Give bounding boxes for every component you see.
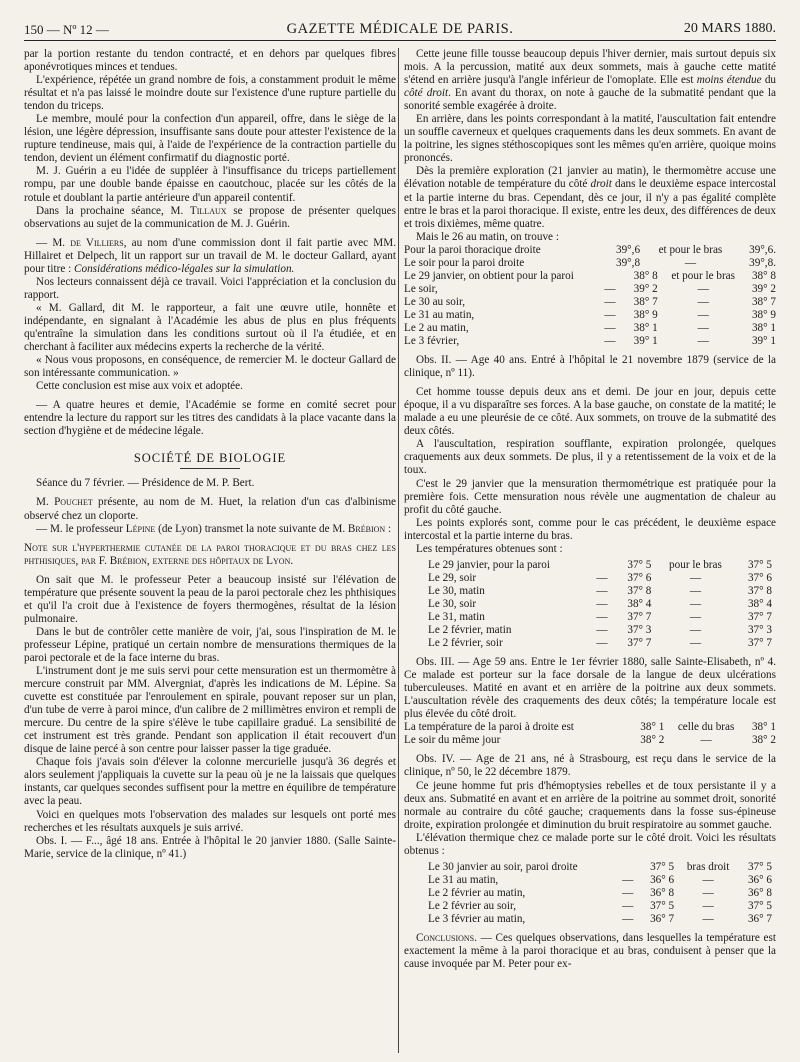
paragraph: Conclusions. — Ces quelques observations, dans lesquelles la température est exactement la même à la paroi thoracique et au bras, conduisent à penser que la cause invoquée par M. Peter pour ex- [404,932,776,971]
paragraph: Dans le but de contrôler cette manière de voir, j'ai, sous l'inspiration de M. le professeur Lépine, pratiqué un certain nombre de mensurations thermiques de la paroi pectorale et de la face interne du bras. [24,625,396,664]
journal-title: GAZETTE MÉDICALE DE PARIS. [286,21,514,37]
table-row: Le 2 février, soir — 37° 7 — 37° 7 [428,637,772,650]
table-row: Pour la paroi thoracique droite 39°,6 et pour le bras 39°,6. [404,243,776,256]
table-row: Le 30, soir — 38° 4 — 38° 4 [428,597,772,610]
table-row: Le 2 au matin, — 38° 1 — 38° 1 [404,321,776,334]
paragraph: M. Pouchet présente, au nom de M. Huet, la relation d'un cas d'albinisme observé chez un cloporte. [24,496,396,522]
observation-heading: Obs. I. — F..., âgé 18 ans. Entrée à l'hôpital le 20 janvier 1880. (Salle Sainte-Marie, service de la clinique, nº 41.) [24,834,396,860]
table-row: Le 30 au soir, — 38° 7 — 38° 7 [404,295,776,308]
table-row: Le 31 au matin, — 38° 9 — 38° 9 [404,308,776,321]
table-row: Le 3 février, — 39° 1 — 39° 1 [404,335,776,348]
paragraph: Cette conclusion est mise aux voix et adoptée. [36,380,243,393]
person-name: Brébion [347,522,386,535]
paragraph: Voici en quelques mots l'observation des malades sur lesquels ont porté mes recherches et les résultats auxquels je suis arrivé. [24,808,396,834]
paragraph: Mais le 26 au matin, on trouve : [416,230,559,243]
paragraph: « M. Gallard, dit M. le rapporteur, a fait une œuvre utile, honnête et indépendante, en signalant à l'Académie les abus de plus en plus fréquents qu'entraîne la simulation dans les conditions surtout où il l'a étudiée, et en cherchant à faciliter aux médecins experts la recherche de la vérité. [24,301,396,354]
page-number: 150 — Nº 12 — [24,22,109,37]
table-row: Le soir pour la paroi droite 39°,8 — 39°,8. [404,256,776,269]
paragraph: Cette jeune fille tousse beaucoup depuis l'hiver dernier, mais surtout depuis six mois. A la percussion, matité aux deux sommets, mais à gauche cette matité s'étend en arrière jusqu'à l'angle inférieur de l'omoplate. Elle est moins étendue du côté droit. En avant du thorax, on note à gauche de la submatité pendant que la sonorité semble exagérée à droite. [404,48,776,113]
paragraph: On sait que M. le professeur Peter a beaucoup insisté sur l'élévation de température que présente souvent la peau de la paroi pectorale chez les phthisiques et qu'il l'a croit due à l'existence de foyers thermogènes, résultat de la lésion pulmonaire. [24,573,396,625]
paragraph: M. J. Guérin a eu l'idée de suppléer à l'insuffisance du triceps partiellement rompu, par une double bande épaisse en caoutchouc, placée sur les côtés de la rotule et doublant la partie antérieure d'un appareil contentif. [24,165,396,204]
table-row: Le 2 février au soir, — 37° 5 — 37° 5 [428,899,772,912]
paragraph: En arrière, dans les points correspondant à la matité, l'auscultation fait entendre un souffle caverneux et quelques craquements dans les deux sommets. En avant de la poitrine, les signes stéthoscopiques sont les mêmes qu'en arrière, quoique moins prononcés. [404,113,776,165]
person-name: Tillaux [189,204,227,217]
right-column [404,48,776,1053]
page-header [24,18,776,41]
table-row: Le 31, matin — 37° 7 — 37° 7 [428,610,772,623]
paragraph: Cet homme tousse depuis deux ans et demi. De jour en jour, depuis cette époque, il a vu disparaître ses forces. A la base gauche, on constate de la matité; le malade a eu une pleurésie de ce côté. Aux sommets, on trouve de la submatité des deux côtés. [404,386,776,438]
table-row: Le 2 février au matin, — 36° 8 — 36° 8 [428,886,772,899]
person-name: de Villiers [70,236,124,249]
table-row: Le 29, soir — 37° 6 — 37° 6 [428,571,772,584]
paragraph: « Nous vous proposons, en conséquence, de remercier M. le docteur Gallard de son intéressante communication. » [24,354,396,380]
paragraph: Dans la prochaine séance, M. Tillaux se propose de présenter quelques observations au sujet de la communication de M. J. Guérin. [24,204,396,230]
person-name: Pouchet [54,496,93,509]
temperature-table [404,721,776,747]
paragraph: L'expérience, répétée un grand nombre de fois, a constamment produit le même résultat et n'a pas laissé le moindre doute sur l'existence d'une rupture partielle du tendon du triceps. [24,74,396,113]
paragraph: Chaque fois j'avais soin d'élever la colonne mercurielle jusqu'à 36 degrés et alors seulement j'appliquais la cuvette sur la peau où je ne la laissais que quelques instants, car quelques secondes suffisent pour la mettre en équilibre de température avec la peau. [24,756,396,808]
table-row: Le 2 février, matin — 37° 3 — 37° 3 [428,624,772,637]
left-column [24,48,396,1053]
paragraph: Les points explorés sont, comme pour le cas précédent, le deuxième espace intercostal et la partie interne du bras. [404,516,776,542]
section-rule [180,468,240,469]
observation-heading: Obs. II. — Age 40 ans. Entré à l'hôpital le 21 novembre 1879 (service de la clinique, nº 11). [404,354,776,380]
paragraph: Nos lecteurs connaissent déjà ce travail. Voici l'appréciation et la conclusion du rapport. [24,275,396,301]
observation-heading: Obs. IV. — Age de 21 ans, né à Strasbourg, est reçu dans le service de la clinique, nº 50, le 22 décembre 1879. [404,753,776,779]
temperature-table [404,244,776,270]
temperature-table [404,270,776,348]
paragraph: Ce jeune homme fut pris d'hémoptysies rebelles et de toux persistante il y a deux ans. Submatité en avant et en arrière de la poitrine au sommet droit, sonorité normale au contraire du côté gauche; craquements dans la fosse sus-épineuse droite, expiration prolongée et diminution du bruit respiratoire au sommet gauche. [404,779,776,831]
person-name: Lépine [125,522,156,535]
temperature-table [428,559,772,650]
paragraph: Le membre, moulé pour la confection d'un appareil, offre, dans le siège de la lésion, une légère dépression, insuffisante sans doute pour attester l'existence de la rupture tendineuse, mais qui, à l'aide de l'expérience de la contraction partielle du tendon, devient un élément confirmatif du diagnostic porté. [24,113,396,165]
paragraph: — M. le professeur Lépine (de Lyon) transmet la note suivante de M. Brébion : [36,522,392,535]
paragraph: Les températures obtenues sont : [416,542,563,555]
paragraph: L'instrument dont je me suis servi pour cette mensuration est un thermomètre à mercure construit par MM. Alvergniat, d'après les indications de M. Lépine. Sa cuvette est constituée par l'enroulement en spirale, pouvant reposer sur un plan, d'un tube de verre à paroi mince, d'un calibre de 2 millimètres environ et rempli de mercure. Du centre de la spire s'élève le tube capillaire gradué. La sensibilité de cet instrument est très grande. Pendant son application il était recouvert d'un disque de laine percé à son centre pour laisser passer la tige graduée. [24,665,396,756]
paragraph: Dès la première exploration (21 janvier au matin), le thermomètre accuse une élévation notable de température du côté droit dans le deuxième espace intercostal et la partie interne du bras. Cependant, dès ce jour, il n'y a pas égalité complète entre le bras et la paroi thoracique. Il existe, entre les deux, des différences de deux et trois dixièmes, même quatre. [404,165,776,230]
paragraph: — M. de Villiers, au nom d'une commission dont il fait partie avec MM. Hillairet et Delpech, lit un rapport sur un travail de M. le docteur Gallard, ayant pour titre : Considérations médico-légales sur la simulation. [24,236,396,275]
table-row: Le 29 janvier, pour la paroi 37° 5 pour le bras 37° 5 [428,558,772,571]
paragraph: A l'auscultation, respiration soufflante, expiration prolongée, quelques craquements aux deux sommets. De plus, il y a retentissement de la voix et de la toux. [404,438,776,477]
table-row: Le 30 janvier au soir, paroi droite 37° 5 bras droit 37° 5 [428,860,772,873]
paragraph: par la portion restante du tendon contracté, et en dehors par quelques fibres aponévrotiques minces et tendues. [24,48,396,74]
section-title: SOCIÉTÉ DE BIOLOGIE [133,451,287,466]
paragraph: L'élévation thermique chez ce malade porte sur le côté droit. Voici les résultats obtenus : [404,831,776,857]
table-row: Le soir du même jour 38° 2 — 38° 2 [404,734,776,747]
temperature-table [428,861,772,926]
table-row: Le soir, — 39° 2 — 39° 2 [404,282,776,295]
table-row: Le 30, matin — 37° 8 — 37° 8 [428,584,772,597]
paragraph: C'est le 29 janvier que la mensuration thermométrique est pratiquée pour la première fois. Cette mensuration nous révèle une augmentation de chaleur au profit du côté gauche. [404,477,776,516]
paragraph: — A quatre heures et demie, l'Académie se forme en comité secret pour entendre la lecture du rapport sur les titres des candidats à la place vacante dans la section d'hygiène et de médecine légale. [24,399,396,438]
table-row: Le 31 au matin, — 36° 6 — 36° 6 [428,873,772,886]
table-row: Le 3 février au matin, — 36° 7 — 36° 7 [428,913,772,925]
session-line: Séance du 7 février. — Présidence de M. P. Bert. [36,477,255,490]
conclusions-label: Conclusions. [416,932,477,945]
table-row: La température de la paroi à droite est 38° 1 celle du bras 38° 1 [404,721,776,734]
work-title: Considérations médico-légales sur la simulation. [74,262,295,275]
note-title: Note sur l'hyperthermie cutanée de la paroi thoracique et du bras chez les phthisiques, par F. Brébion, externe des hôpitaux de Lyon. [24,541,396,567]
observation-heading: Obs. III. — Age 59 ans. Entre le 1er février 1880, salle Sainte-Elisabeth, nº 4. Ce malade est porteur sur la face dorsale de la langue de deux ulcérations tuberculeuses. Matité en avant et en arrière de la poitrine aux deux sommets. L'auscultation révèle des craquements des deux côtés; la température locale est plus élevée du côté droit. [404,656,776,721]
issue-date: 20 MARS 1880. [683,21,776,36]
column-divider [398,48,399,1053]
table-row: Le 29 janvier, on obtient pour la paroi 38° 8 et pour le bras 38° 8 [404,269,776,282]
